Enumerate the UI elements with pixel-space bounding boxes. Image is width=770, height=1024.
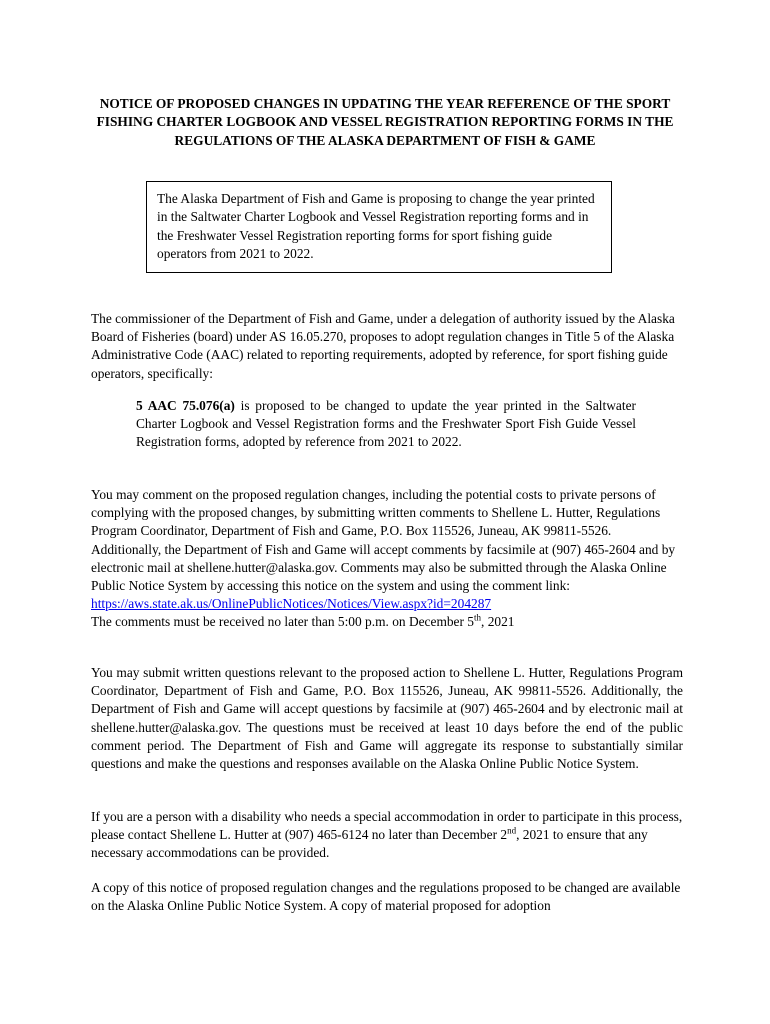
copy-availability-paragraph: A copy of this notice of proposed regulation changes and the regulations proposed to be changed are available on the Alaska Online Public Notice System. A copy of material proposed for adoption (91, 880, 681, 914)
summary-box: The Alaska Department of Fish and Game is proposing to change the year printed in the Saltwater Charter Logbook and Vessel Registration reporting forms and in the Freshwater Vessel Registration reporting forms for sport fishing guide operators from 2021 to 2022. (146, 181, 612, 273)
regulation-citation: 5 AAC 75.076(a) (136, 398, 235, 413)
accommodation-paragraph (91, 808, 683, 863)
comment-deadline: The comments must be received no later than 5:00 p.m. on December 5 (91, 614, 474, 630)
authority-paragraph: The commissioner of the Department of Fish and Game, under a delegation of authority issued by the Alaska Board of Fisheries (board) under AS 16.05.270, proposes to adopt regulation changes in Title 5 of the Alaska Administrative Code (AAC) related to reporting requirements, adopted by reference, for sport fishing guide operators, specifically: (91, 311, 675, 381)
accommodation-text: If you are a person with a disability who needs a special accommodation in order to participate in this process, please contact Shellene L. Hutter at (907) 465-6124 no later than December 2 (91, 809, 683, 843)
comment-link[interactable]: https://aws.state.ak.us/OnlinePublicNotices/Notices/View.aspx?id=204287 (91, 596, 492, 612)
comment-paragraph (91, 486, 683, 632)
regulation-text: is proposed to be changed to update the year printed in the Saltwater Charter Logbook and Vessel Registration forms and the Freshwater Sport Fish Guide Vessel Registration forms, adopted by reference from 2021 to 2022. (136, 398, 636, 450)
accommodation-text-end: , 2021 to ensure that any necessary accommodations can be provided. (91, 827, 648, 861)
questions-paragraph: You may submit written questions relevant to the proposed action to Shellene L. Hutter, Regulations Program Coordinator, Department of Fish and Game, P.O. Box 115526, Juneau, AK 99811-5526. Additionally, the Department of Fish and Game will accept questions by facsimile at (907) 465-2604 and by electronic mail at shellene.hutter@alaska.gov. The questions must be received at least 10 days before the end of the public comment period. The Department of Fish and Game will aggregate its response to substantially similar questions and make the questions and responses available on the Alaska Online Public Notice System. (91, 665, 683, 772)
deadline-suffix: th (474, 612, 482, 623)
deadline-year: , 2021 (481, 614, 515, 630)
comment-text: You may comment on the proposed regulation changes, including the potential costs to private persons of complying with the proposed changes, by submitting written comments to Shellene L. Hutter, Regulations Program Coordinator, Department of Fish and Game, P.O. Box 115526, Juneau, AK 99811-5526. Additionally, the Department of Fish and Game will accept comments by facsimile at (907) 465-2604 and by electronic mail at shellene.hutter@alaska.gov. Comments may also be submitted through the Alaska Online Public Notice System by accessing this notice on the system and using the comment link: (91, 487, 676, 594)
regulation-paragraph (136, 397, 636, 452)
notice-title: NOTICE OF PROPOSED CHANGES IN UPDATING THE YEAR REFERENCE OF THE SPORT FISHING CHARTER LOGBOOK AND VESSEL REGISTRATION REPORTING FORMS IN THE REGULATIONS OF THE ALASKA DEPARTMENT OF FISH & GAME (96, 96, 674, 148)
accommodation-date-suffix: nd (507, 825, 517, 836)
